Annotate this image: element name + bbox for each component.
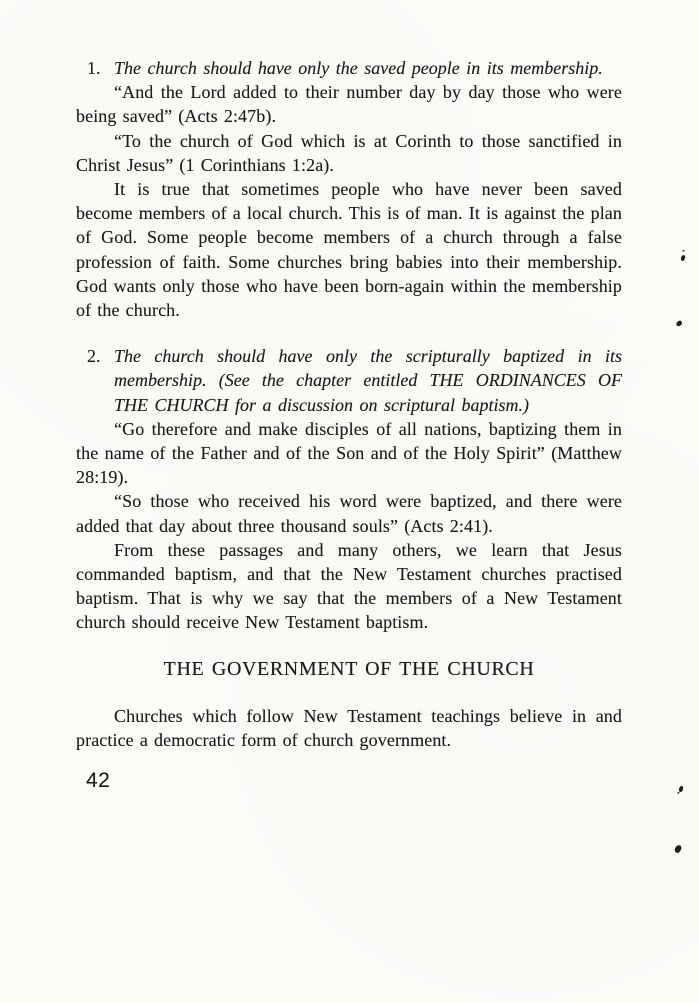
ink-speck-1 — [680, 255, 685, 262]
paragraph-corinthians: “To the church of God which is at Corinth to those sanctified in Christ Jesus” (1 Corinthians 1:2a). — [76, 130, 622, 175]
paragraph-never-saved: It is true that sometimes people who have never been saved become members of a local church. This is of man. It is against the plan of God. Some people become members of a church through a false profession of faith. Some churches bring babies into their membership. God wants only those who have been born-again within the membership of the church. — [76, 179, 622, 321]
paragraph-matthew-2819: “Go therefore and make disciples of all nations, baptizing them in the name of the Father and of the Son and of the Holy Spirit” (Matthew 28:19). — [76, 418, 622, 488]
paragraph-acts-241: “So those who received his word were baptized, and there were added that day about three thousand souls” (Acts 2:41). — [76, 491, 622, 536]
item-2-heading: The church should have only the scripturally baptized in its membership. (See the chapter entitled THE ORDINANCES OF THE CHURCH for a discussion on scriptural baptism.) — [114, 346, 622, 415]
paragraph-acts-247: “And the Lord added to their number day by day those who were being saved” (Acts 2:47b). — [76, 82, 622, 127]
ink-speck-4 — [674, 844, 682, 853]
paragraph-from-these-passages: From these passages and many others, we learn that Jesus commanded baptism, and that the New Testament churches practised baptism. That is why we say that the members of a New Testament church should receive New Testament baptism. — [76, 539, 622, 633]
item-2-number: 2. — [87, 346, 101, 367]
item-1-heading: The church should have only the saved people in its membership. — [114, 58, 603, 78]
text-column — [76, 56, 622, 793]
page-number: 42 — [86, 769, 111, 793]
numbered-item-2 — [76, 344, 622, 417]
paragraph-democratic-government: Churches which follow New Testament teachings believe in and practice a democratic form of church government. — [76, 705, 622, 750]
numbered-item-1 — [76, 56, 622, 80]
section-heading-government: THE GOVERNMENT OF THE CHURCH — [163, 657, 535, 680]
ink-speck-3 — [679, 786, 683, 792]
item-1-number: 1. — [87, 58, 101, 78]
ink-speck-2 — [675, 320, 682, 327]
